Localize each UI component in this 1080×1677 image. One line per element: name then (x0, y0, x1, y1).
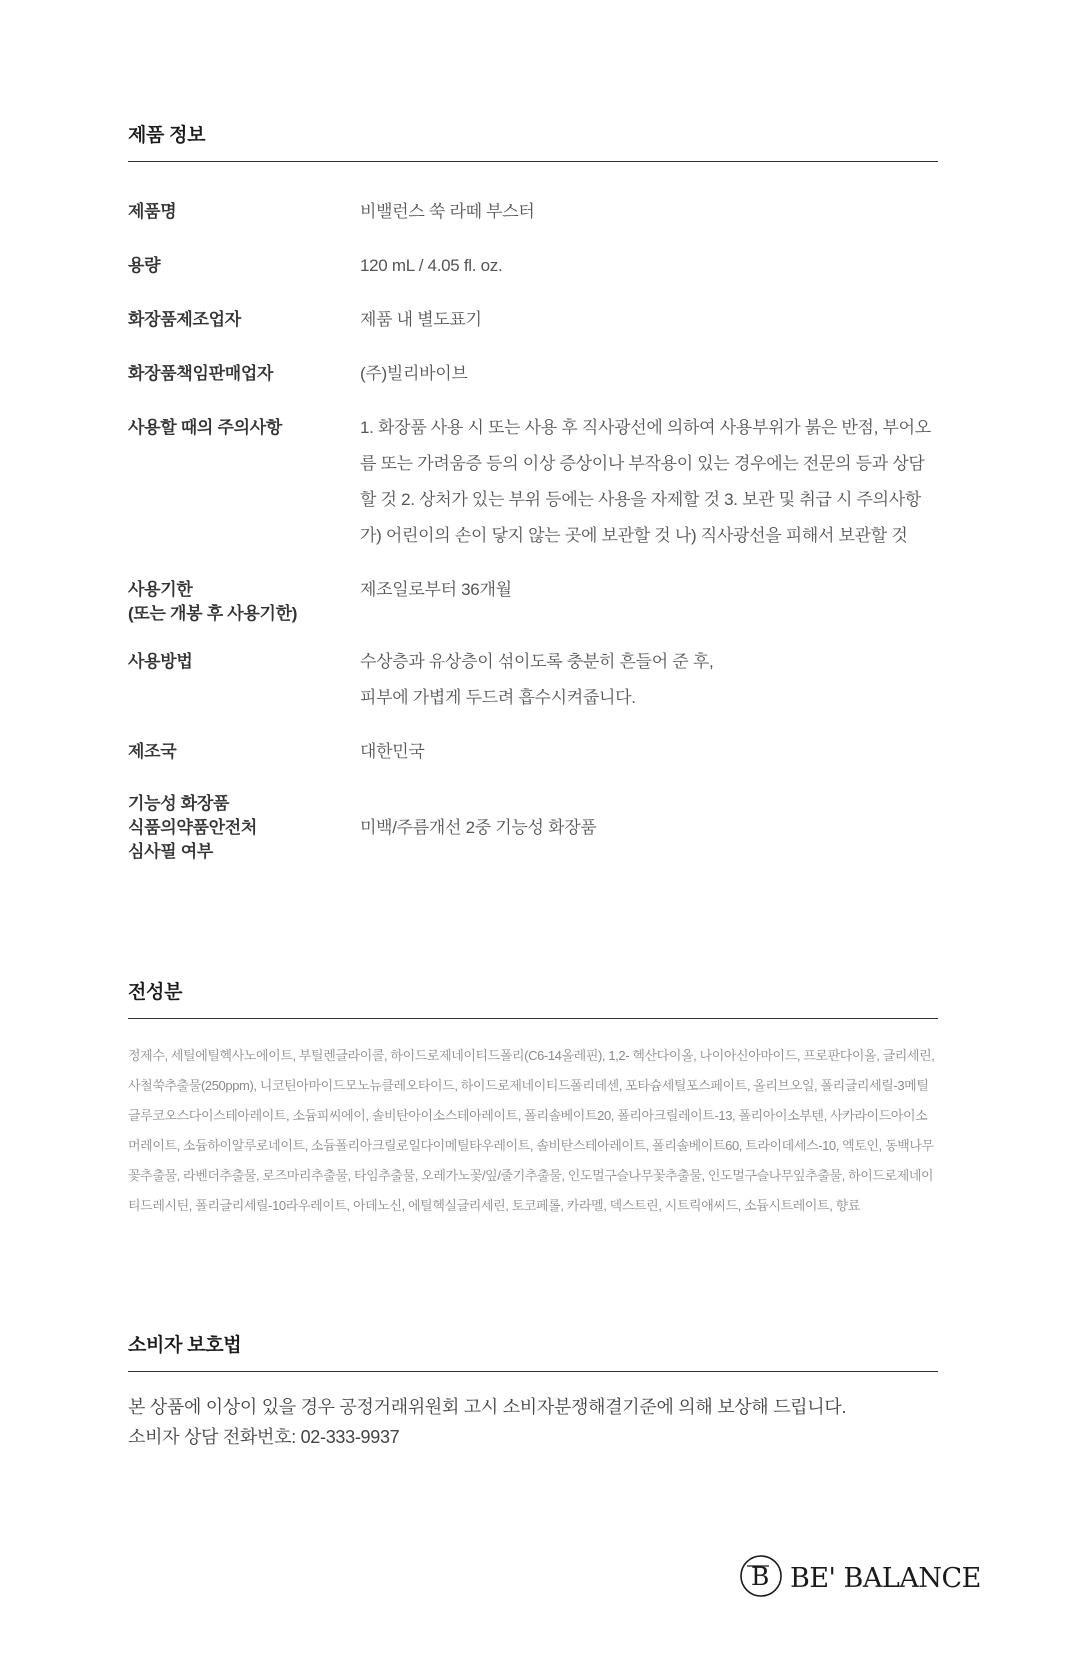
consumer-protection-section (128, 1330, 938, 1452)
info-label: 화장품책임판매업자 (128, 364, 274, 383)
info-value: 대한민국 (360, 742, 425, 761)
info-row-country (128, 740, 938, 770)
info-value: 1. 화장품 사용 시 또는 사용 후 직사광선에 의하여 사용부위가 붉은 반점, 부어오름 또는 가려움증 등의 이상 증상이나 부작용이 있는 경우에는 전문의 등과 상담할 것 2. 상처가 있는 부위 등에는 사용을 자제할 것 3. 보관 및 취급 시 주의사항 가) 어린이의 손이 닿지 않는 곳에 보관할 것 나) 직사광선을 피해서 보관할 것 (360, 418, 931, 545)
info-row-product-name (128, 200, 938, 230)
info-value: 미백/주름개선 2중 기능성 화장품 (360, 818, 597, 837)
ingredients-text: 정제수, 세틸에틸헥사노에이트, 부틸렌글라이콜, 하이드로제네이티드폴리(C6-14올레핀), 1,2- 헥산다이올, 나이아신아마이드, 프로판다이올, 글리세린, 사철쑥추출물(250ppm), 니코틴아마이드모노뉴클레오타이드, 하이드로제네이티드폴리데센, 포타슘세틸포스페이트, 올리브오일, 폴리글리세릴-3메틸글루코오스다이스테아레이트, 소듐피씨에이, 솔비탄아이소스테아레이트, 폴리솔베이트20, 폴리아크릴레이트-13, 폴리아이소부텐, 사카라이드아이소머레이트, 소듐하이알루로네이트, 소듐폴리아크릴로일다이메틸타우레이트, 솔비탄스테아레이트, 폴리솔베이트60, 트라이데세스-10, 엑토인, 동백나무꽃추출물, 라벤더추출물, 로즈마리추출물, 타임추출물, 오레가노꽃/잎/줄기추출물, 인도멀구슬나무꽃추출물, 인도멀구슬나무잎추출물, 하이드로제네이티드레시틴, 폴리글리세릴-10라우레이트, 아데노신, 에틸헥실글리세린, 토코페롤, 카라멜, 덱스트린, 시트릭애씨드, 소듐시트레이트, 향료 (128, 1048, 935, 1213)
info-value: 비밸런스 쑥 라떼 부스터 (360, 202, 535, 221)
info-row-expiry (128, 578, 938, 626)
consumer-notice: 본 상품에 이상이 있을 경우 공정거래위원회 고시 소비자분쟁해결기준에 의해 보상해 드립니다. (128, 1397, 847, 1417)
info-label: 용량 (128, 256, 161, 275)
info-row-precautions (128, 416, 938, 554)
brand-logo-text: BE' BALANCE (790, 1562, 981, 1594)
info-value: 수상층과 유상층이 섞이도록 충분히 흔들어 준 후, 피부에 가볍게 두드려 흡수시켜줍니다. (360, 652, 714, 707)
consumer-phone: 소비자 상담 전화번호: 02-333-9937 (128, 1427, 400, 1447)
info-label: 사용기한 (또는 개봉 후 사용기한) (128, 580, 298, 623)
info-label: 사용방법 (128, 652, 193, 671)
brand-logo (738, 1553, 981, 1603)
info-row-distributor (128, 362, 938, 392)
info-value: (주)빌리바이브 (360, 364, 468, 383)
info-row-manufacturer (128, 308, 938, 338)
svg-text:B: B (751, 1561, 770, 1591)
info-row-volume (128, 254, 938, 284)
product-info-title: 제품 정보 (128, 120, 938, 162)
info-row-usage (128, 650, 938, 716)
ingredients-section (128, 977, 938, 1221)
consumer-protection-text (128, 1392, 938, 1452)
info-value: 120 mL / 4.05 fl. oz. (360, 256, 503, 275)
info-label: 사용할 때의 주의사항 (128, 418, 282, 437)
info-row-functional (128, 792, 938, 864)
info-label: 제조국 (128, 742, 177, 761)
info-label: 기능성 화장품 식품의약품안전처 심사필 여부 (128, 794, 257, 861)
info-label: 제품명 (128, 202, 177, 221)
ingredients-title: 전성분 (128, 977, 938, 1019)
info-label: 화장품제조업자 (128, 310, 241, 329)
consumer-protection-title: 소비자 보호법 (128, 1330, 938, 1372)
product-info-section (128, 120, 938, 861)
info-value: 제품 내 별도표기 (360, 310, 482, 329)
info-value: 제조일로부터 36개월 (360, 580, 512, 599)
be-balance-monogram-icon (738, 1553, 784, 1604)
